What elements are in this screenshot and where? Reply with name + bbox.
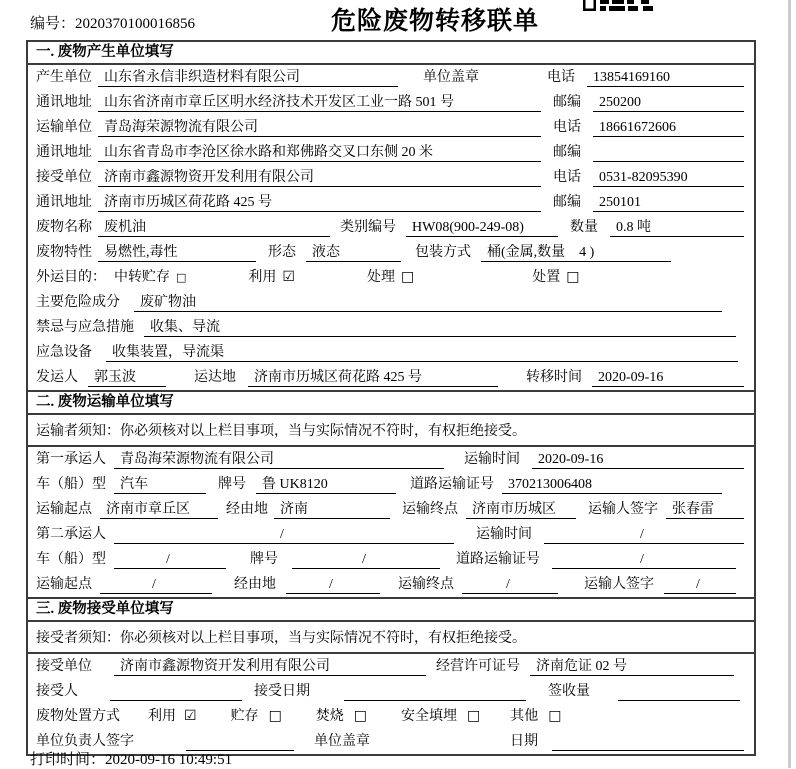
dispatcher-value: 郭玉波 [88,369,166,387]
print-time-line [30,748,232,769]
plate1-value: 鲁 UK8120 [256,476,396,494]
disposal-other-checkbox: □ [548,708,562,724]
producer-address-label: 通讯地址 [36,95,92,110]
qr-code-icon [583,0,655,17]
form-state-label: 形态 [268,245,296,260]
emergency-equipment-value: 收集装置，导流渠 [106,344,738,362]
form-state-value: 液态 [306,244,401,262]
vehicle-type1-label: 车（船）型 [36,477,106,492]
disposal-method-label: 废物处置方式 [36,709,120,724]
disposal-landfill-option: 安全填埋 [401,709,458,724]
second-carrier-label: 第二承运人 [36,527,106,542]
treat-checkbox: □ [400,269,415,285]
producer-address-value: 山东省济南市章丘区明水经济技术开发区工业一路 501 号 [98,94,541,112]
plate1-label: 牌号 [218,477,246,492]
packing-value: 桶(金属,数量 4 ) [481,244,671,262]
route1-sign-value: 张春雷 [666,501,744,519]
hazard-components-value: 废矿物油 [134,294,722,312]
destination-label: 运达地 [194,370,236,385]
treat-option: 处理 [366,270,395,285]
section-2-title: 二. 废物运输单位填写 [28,392,754,415]
hazard-components-label: 主要危险成分 [36,295,120,310]
vehicle1-row [28,472,754,497]
transporter-zip-label: 邮编 [553,145,581,160]
transporter-label: 运输单位 [36,120,92,135]
road-permit1-value: 370213006408 [502,476,722,494]
section-waste-transporter [28,390,754,597]
transporter-phone-label: 电话 [553,120,581,135]
receiver-address-row [28,190,754,215]
accept-unit-value: 济南市鑫源物资开发利用有限公司 [114,658,426,676]
print-time-value: 2020-09-16 10:49:51 [105,752,233,768]
receiver-label: 接受单位 [36,170,92,185]
vehicle-type2-label: 车（船）型 [36,552,106,567]
transfer-purpose-label: 外运目的： [36,270,106,285]
sign-date-value [552,733,744,751]
disposal-other-option: 其他 [510,709,539,724]
plate2-label: 牌号 [250,552,278,567]
manifest-form [26,40,756,756]
route2-via-label: 经由地 [234,577,276,592]
dispatcher-row [28,365,754,390]
disposal-utilize-checkbox: ☑ [184,708,197,724]
producer-zip-label: 邮编 [553,95,581,110]
disposal-landfill-checkbox: □ [467,708,481,724]
accept-person-value [110,683,242,701]
receiver-notice-row [28,622,754,654]
disposal-method-row [28,704,754,729]
producer-zip-value: 250200 [593,94,744,112]
second-carrier-row [28,522,754,547]
transporter-value: 青岛海荣源物流有限公司 [98,119,541,137]
transport-time1-label: 运输时间 [464,452,520,467]
producer-phone-label: 电话 [547,70,575,85]
vehicle-type2-value: / [114,551,226,569]
transporter-notice-row [28,415,754,447]
section-1-title: 一. 废物产生单位填写 [28,42,754,65]
page-right-edge [788,0,791,768]
transporter-zip-value [593,144,744,162]
sign-date-label: 日期 [510,734,538,749]
emergency-equipment-label: 应急设备 [36,345,92,360]
license-label: 经营许可证号 [436,659,520,674]
route2-start-value: / [100,576,212,594]
receiver-value: 济南市鑫源物资开发利用有限公司 [98,169,541,187]
print-time-label: 打印时间： [30,752,106,768]
quantity-label: 数量 [570,220,598,235]
accept-person-row [28,679,754,704]
section-waste-receiver [28,597,754,754]
category-code-value: HW08(900-249-08) [406,219,558,237]
license-value: 济南危证 02 号 [530,658,734,676]
route2-end-value: / [462,576,558,594]
route1-via-label: 经由地 [226,502,268,517]
responsible-sign-label: 单位负责人签字 [36,734,134,749]
section-waste-producer [28,42,754,390]
transporter-notice-text: 运输者须知：你必须核对以上栏目事项，当与实际情况不符时，有权拒绝接受。 [36,424,526,439]
taboo-measures-row [28,315,754,340]
transporter-row [28,115,754,140]
route2-sign-value: / [664,576,736,594]
road-permit2-value: / [552,551,736,569]
transfer-storage-option: 中转贮存 [114,270,170,285]
dispose-checkbox: □ [566,269,580,285]
disposal-storage-option: 贮存 [230,709,259,724]
document-header [0,0,796,40]
producer-phone-value: 13854169160 [587,69,744,87]
hazard-components-row [28,290,754,315]
receiver-phone-value: 0531-82095390 [593,169,744,187]
disposal-incinerate-checkbox: □ [353,708,368,724]
transfer-time-label: 转移时间 [526,370,582,385]
producer-value: 山东省永信非织造材料有限公司 [98,69,398,87]
waste-name-label: 废物名称 [36,220,92,235]
destination-value: 济南市历城区荷花路 425 号 [248,369,498,387]
dispose-option: 处置 [532,270,561,285]
route2-end-label: 运输终点 [398,577,454,592]
producer-label: 产生单位 [36,70,92,85]
dispatcher-label: 发运人 [36,370,78,385]
transport-time2-value: / [544,526,744,544]
utilize-checkbox: ☑ [282,269,295,285]
accept-unit-label: 接受单位 [36,659,92,674]
packing-label: 包装方式 [415,245,471,260]
transfer-purpose-row [28,265,754,290]
serial-label: 编号： [30,16,76,32]
serial-number-line [30,12,195,33]
route1-start-label: 运输起点 [36,502,92,517]
road-permit1-label: 道路运输证号 [410,477,494,492]
signed-quantity-value [618,683,740,701]
serial-number: 2020370100016856 [75,16,196,32]
road-permit2-label: 道路运输证号 [456,552,540,567]
taboo-measures-label: 禁忌与应急措施 [36,320,134,335]
transport-time2-label: 运输时间 [476,527,532,542]
route2-sign-label: 运输人签字 [584,577,654,592]
first-carrier-row [28,447,754,472]
plate2-value: / [292,551,440,569]
transporter-address-label: 通讯地址 [36,145,92,160]
receiver-zip-value: 250101 [593,194,744,212]
waste-name-value: 废机油 [98,219,330,237]
emergency-equipment-row [28,340,754,365]
vehicle2-row [28,547,754,572]
accept-date-label: 接受日期 [254,684,310,699]
receiver-row [28,165,754,190]
vehicle-type1-value: 汽车 [114,476,206,494]
disposal-utilize-option: 利用 [148,709,176,724]
transfer-storage-checkbox: □ [176,271,187,284]
quantity-value: 0.8 吨 [610,219,744,237]
accept-unit-row [28,654,754,679]
waste-traits-value: 易燃性,毒性 [98,244,256,262]
waste-name-row [28,215,754,240]
receiver-phone-label: 电话 [553,170,581,185]
page-title: 危险废物转移联单 [331,8,540,35]
waste-traits-row [28,240,754,265]
producer-row [28,65,754,90]
route1-row [28,497,754,522]
waste-traits-label: 废物特性 [36,245,92,260]
signed-quantity-label: 签收量 [548,684,590,699]
transporter-phone-value: 18661672606 [593,119,744,137]
section-3-title: 三. 废物接受单位填写 [28,599,754,622]
category-code-label: 类别编号 [340,220,396,235]
taboo-measures-value: 收集、导流 [144,319,736,337]
route1-end-label: 运输终点 [402,502,458,517]
disposal-incinerate-option: 焚烧 [315,709,344,724]
disposal-storage-checkbox: □ [268,708,282,724]
route1-start-value: 济南市章丘区 [100,501,218,519]
receiver-address-label: 通讯地址 [36,195,92,210]
accept-date-value [344,683,526,701]
route1-end-value: 济南市历城区 [466,501,576,519]
accept-person-label: 接受人 [36,684,78,699]
transfer-time-value: 2020-09-16 [592,369,744,387]
receiver-notice-text: 接受者须知：你必须核对以上栏目事项，当与实际情况不符时，有权拒绝接受。 [36,631,526,646]
unit-seal-label: 单位盖章 [423,70,479,85]
receiver-seal-label: 单位盖章 [314,734,370,749]
utilize-option: 利用 [248,270,277,285]
route2-via-value: / [286,576,380,594]
route1-via-value: 济南 [274,501,390,519]
second-carrier-value: / [114,526,454,544]
transport-time1-value: 2020-09-16 [532,451,744,469]
producer-address-row [28,90,754,115]
route2-start-label: 运输起点 [36,577,92,592]
receiver-zip-label: 邮编 [553,195,581,210]
first-carrier-label: 第一承运人 [36,452,106,467]
route2-row [28,572,754,597]
transporter-address-row [28,140,754,165]
first-carrier-value: 青岛海荣源物流有限公司 [114,451,444,469]
route1-sign-label: 运输人签字 [588,502,658,517]
receiver-address-value: 济南市历城区荷花路 425 号 [98,194,541,212]
transporter-address-value: 山东省青岛市李沧区徐水路和郑佛路交叉口东侧 20 米 [98,144,541,162]
